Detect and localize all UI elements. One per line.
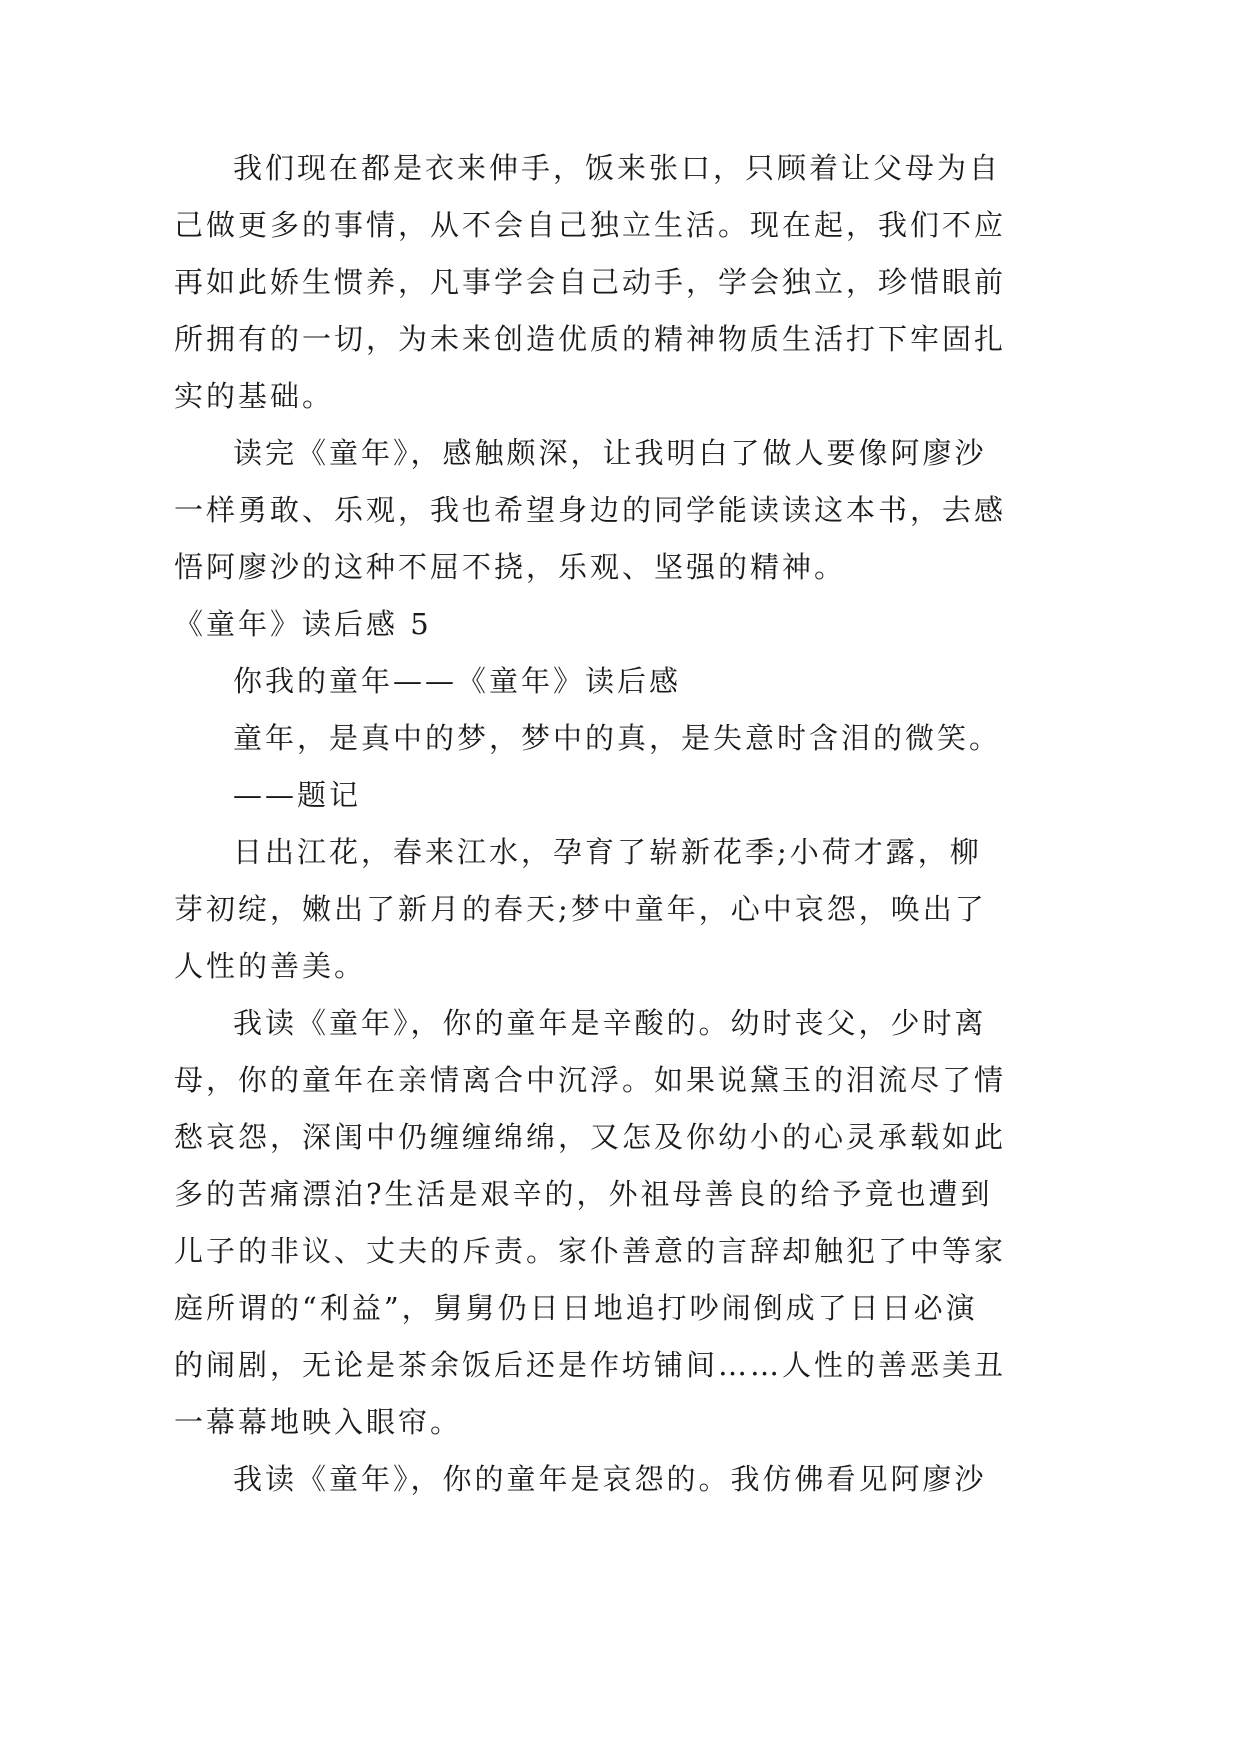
text-line: 母，你的童年在亲情离合中沉浮。如果说黛玉的泪流尽了情 [174,1063,1007,1097]
text-line: 所拥有的一切，为未来创造优质的精神物质生活打下牢固扎 [174,322,1007,356]
text-line: 的闹剧，无论是茶余饭后还是作坊铺间……人性的善恶美丑 [174,1348,1007,1382]
text-line: 日出江花，春来江水，孕育了崭新花季;小荷才露，柳 [233,835,982,869]
text-line: 实的基础。 [174,379,335,413]
epigraph-attribution: ——题记 [233,778,362,812]
text-line: 悟阿廖沙的这种不屈不挠，乐观、坚强的精神。 [174,550,847,584]
text-line: 我们现在都是衣来伸手，饭来张口，只顾着让父母为自 [233,151,1002,185]
epigraph: 童年，是真中的梦，梦中的真，是失意时含泪的微笑。 [233,721,1002,755]
essay-title: 你我的童年——《童年》读后感 [233,664,682,698]
text-line: 读完《童年》，感触颇深，让我明白了做人要像阿廖沙 [233,436,987,470]
text-line: 庭所谓的“利益”，舅舅仍日日地追打吵闹倒成了日日必演 [174,1291,978,1325]
section-heading: 《童年》读后感 5 [174,607,432,641]
text-line: 我读《童年》，你的童年是哀怨的。我仿佛看见阿廖沙 [233,1462,987,1496]
text-line: 人性的善美。 [174,949,367,983]
text-line: 一幕幕地映入眼帘。 [174,1405,463,1439]
text-line: 我读《童年》，你的童年是辛酸的。幼时丧父，少时离 [233,1006,987,1040]
text-line: 愁哀怨，深闺中仍缠缠绵绵，又怎及你幼小的心灵承载如此 [174,1120,1007,1154]
text-line: 己做更多的事情，从不会自己独立生活。现在起，我们不应 [174,208,1007,242]
text-line: 再如此娇生惯养，凡事学会自己动手，学会独立，珍惜眼前 [174,265,1007,299]
text-line: 一样勇敢、乐观，我也希望身边的同学能读读这本书，去感 [174,493,1007,527]
text-line: 多的苦痛漂泊?生活是艰辛的，外祖母善良的给予竟也遭到 [174,1177,993,1211]
text-line: 芽初绽，嫩出了新月的春天;梦中童年，心中哀怨，唤出了 [174,892,987,926]
text-line: 儿子的非议、丈夫的斥责。家仆善意的言辞却触犯了中等家 [174,1234,1007,1268]
